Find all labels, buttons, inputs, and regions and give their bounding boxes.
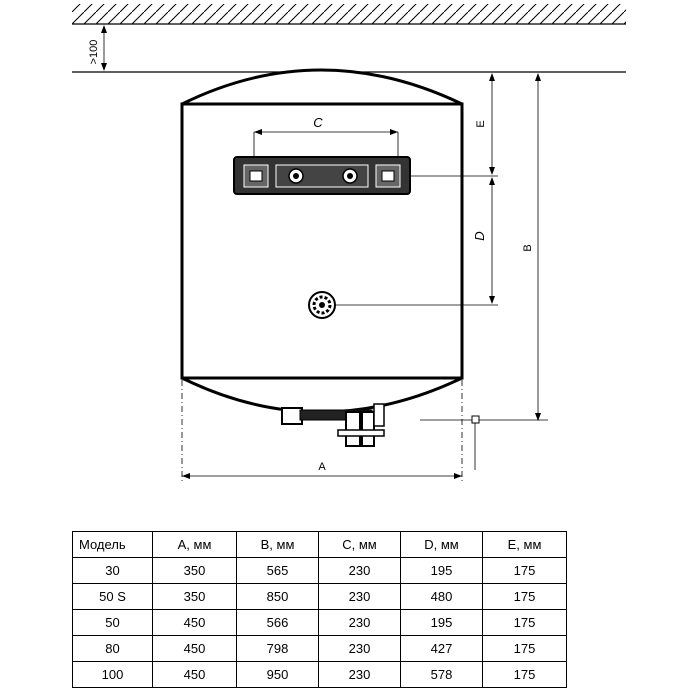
table-row — [73, 662, 567, 688]
table-row — [73, 610, 567, 636]
water-pipes — [282, 404, 384, 446]
table-cell: 175 — [483, 636, 567, 662]
table-cell: 100 — [73, 662, 153, 688]
table-cell: 427 — [401, 636, 483, 662]
header-d: D, мм — [401, 532, 483, 558]
table-cell: 195 — [401, 610, 483, 636]
dim-b-label: B — [522, 244, 534, 252]
header-a: A, мм — [153, 532, 237, 558]
table-cell: 50 — [73, 610, 153, 636]
table-cell: 230 — [319, 610, 401, 636]
dim-c-label: C — [313, 115, 323, 130]
table-cell: 578 — [401, 662, 483, 688]
dim-d-label: D — [472, 231, 487, 241]
header-c: C, мм — [319, 532, 401, 558]
table-cell: 566 — [237, 610, 319, 636]
header-e: E, мм — [483, 532, 567, 558]
header-model: Модель — [73, 532, 153, 558]
table-cell: 450 — [153, 610, 237, 636]
table-cell: 30 — [73, 558, 153, 584]
header-b: B, мм — [237, 532, 319, 558]
table-cell: 175 — [483, 584, 567, 610]
table-cell: 230 — [319, 636, 401, 662]
table-cell: 175 — [483, 662, 567, 688]
table-row — [73, 636, 567, 662]
table-cell: 230 — [319, 558, 401, 584]
table-header-row — [73, 532, 567, 558]
thermostat-knob-icon — [309, 292, 335, 318]
dimensions-table — [72, 531, 567, 688]
table-row — [73, 558, 567, 584]
ceiling-hatch — [72, 4, 626, 24]
table-cell: 798 — [237, 636, 319, 662]
table-cell: 230 — [319, 662, 401, 688]
table-cell: 450 — [153, 636, 237, 662]
wall-gap-label: >100 — [88, 39, 100, 65]
dim-e-label: E — [475, 120, 487, 128]
table-cell: 230 — [319, 584, 401, 610]
table-cell: 850 — [237, 584, 319, 610]
dimension-e — [475, 73, 495, 175]
mounting-bracket — [234, 157, 410, 194]
table-cell: 350 — [153, 584, 237, 610]
table-cell: 195 — [401, 558, 483, 584]
table-cell: 450 — [153, 662, 237, 688]
table-cell: 175 — [483, 610, 567, 636]
dimension-d — [472, 177, 495, 304]
table-row — [73, 584, 567, 610]
table-cell: 950 — [237, 662, 319, 688]
table-cell: 80 — [73, 636, 153, 662]
table-cell: 350 — [153, 558, 237, 584]
table-cell: 50 S — [73, 584, 153, 610]
table-cell: 175 — [483, 558, 567, 584]
table-cell: 480 — [401, 584, 483, 610]
table-cell: 565 — [237, 558, 319, 584]
dim-a-label: A — [318, 461, 326, 473]
wall-gap-dimension — [88, 25, 107, 71]
